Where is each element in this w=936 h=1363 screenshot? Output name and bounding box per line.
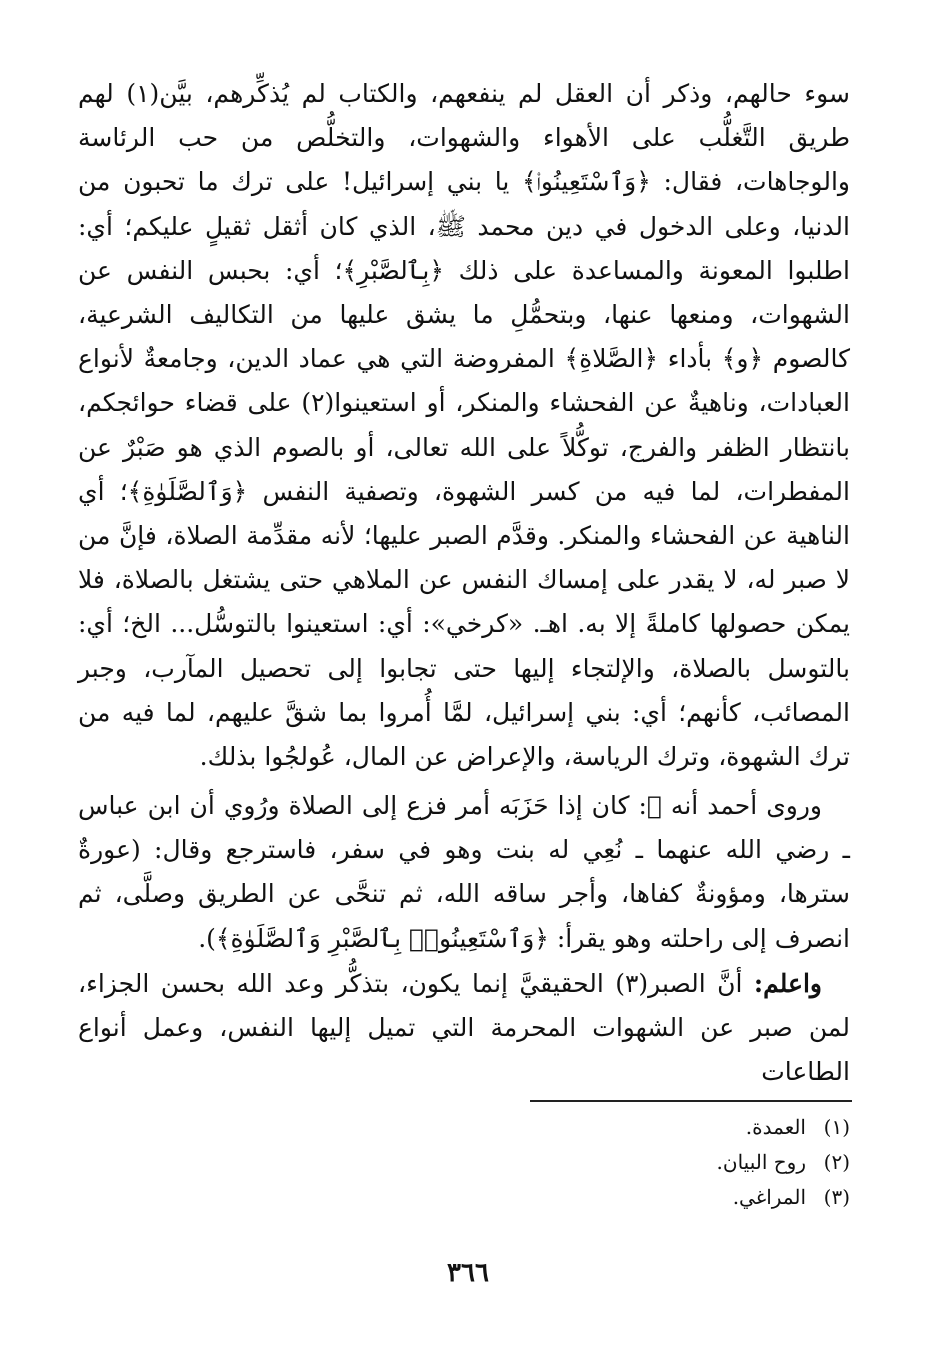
paragraph-2: [78, 784, 850, 961]
footnote-1-number: (١): [823, 1115, 850, 1139]
paragraph-1: [78, 72, 850, 779]
paragraph-3-lead: واعلم:: [753, 969, 822, 998]
footnote-3-text: المراغي.: [732, 1185, 806, 1209]
footnote-1: [450, 1110, 850, 1145]
paragraph-3: [78, 962, 850, 1095]
paragraph-3-body: [78, 962, 850, 1095]
footnote-1-text: العمدة.: [745, 1115, 806, 1139]
footnote-2: [450, 1145, 850, 1180]
paragraph-1-text: سوء حالهم، وذكر أن العقل لم ينفعهم، والكتاب لم يُذكِّرهم، بيَّن(١) لهم طريق التَّغلُّب على الأهواء والشهوات، والتخلُّص من حب الرئاسة والوجاهات، فقال: ﴿وَٱسْتَعِينُوا۟﴾ يا بني إسرائيل! على ترك ما تحبون من الدنيا، وعلى الدخول في دين محمد ﷺ، الذي كان أثقل ثقيلٍ عليكم؛ أي: اطلبوا المعونة والمساعدة على ذلك ﴿بِٱلصَّبْرِ﴾؛ أي: بحبس النفس عن الشهوات، ومنعها عنها، وبتحمُّلِ ما يشق عليها من التكاليف الشرعية، كالصوم ﴿و﴾ بأداء ﴿الصَّلاةِ﴾ المفروضة التي هي عماد الدين، وجامعةٌ لأنواع العبادات، وناهيةٌ عن الفحشاء والمنكر، أو استعينوا(٢) على قضاء حوائجكم، بانتظار الظفر والفرج، توكُّلاً على الله تعالى، أو بالصوم الذي هو صَبْرٌ عن المفطرات، لما فيه من كسر الشهوة، وتصفية النفس ﴿وَٱلصَّلَوٰةِ﴾؛ أي الناهية عن الفحشاء والمنكر. وقدَّم الصبر عليها؛ لأنه مقدِّمة الصلاة، فإنَّ من لا صبر له، لا يقدر على إمساك النفس عن الملاهي حتى يشتغل بالصلاة، فلا يمكن حصولها كاملةً إلا به. اهـ. «كرخي»: أي: استعينوا بالتوسُّل... الخ؛ أي: بالتوسل بالصلاة، والإلتجاء إليها حتى تجابوا إلى تحصيل المآرب، وجبر المصائب، كأنهم؛ أي: بني إسرائيل، لمَّا أُمروا بما شقَّ عليهم، لما فيه من ترك الشهوة، وترك الرياسة، والإعراض عن المال، عُولجُوا بذلك.: [78, 79, 851, 772]
paragraph-2-text: وروى أحمد أنه ﷺ: كان إذا حَزَبَه أمر فزع إلى الصلاة ورُوي أن ابن عباس ـ رضي الله عنهما ـ نُعِي له بنت وهو في سفر، فاسترجع وقال: (عورةٌ سترها، ومؤونةٌ كفاها، وأجر ساقه الله، ثم تنحَّى عن الطريق وصلَّى، ثم انصرف إلى راحلته وهو يقرأ: ﴿وَٱسْتَعِينُوا۟ بِٱلصَّبْرِ وَٱلصَّلَوٰةِ﴾).: [78, 791, 850, 953]
footnote-2-number: (٢): [823, 1150, 850, 1174]
paragraph-3-text: أنَّ الصبر(٣) الحقيقيَّ إنما يكون، بتذكُّر وعد الله بحسن الجزاء، لمن صبر عن الشهوات المحرمة التي تميل إليها النفس، وعمل أنواع الطاعات: [78, 969, 850, 1087]
footnote-3-number: (٣): [823, 1185, 850, 1209]
footnote-2-text: روح البيان.: [716, 1150, 806, 1174]
page-number: ٣٦٦: [447, 1258, 489, 1288]
footnote-divider: [530, 1100, 852, 1102]
footnotes: [450, 1110, 850, 1215]
footnote-3: [450, 1180, 850, 1215]
